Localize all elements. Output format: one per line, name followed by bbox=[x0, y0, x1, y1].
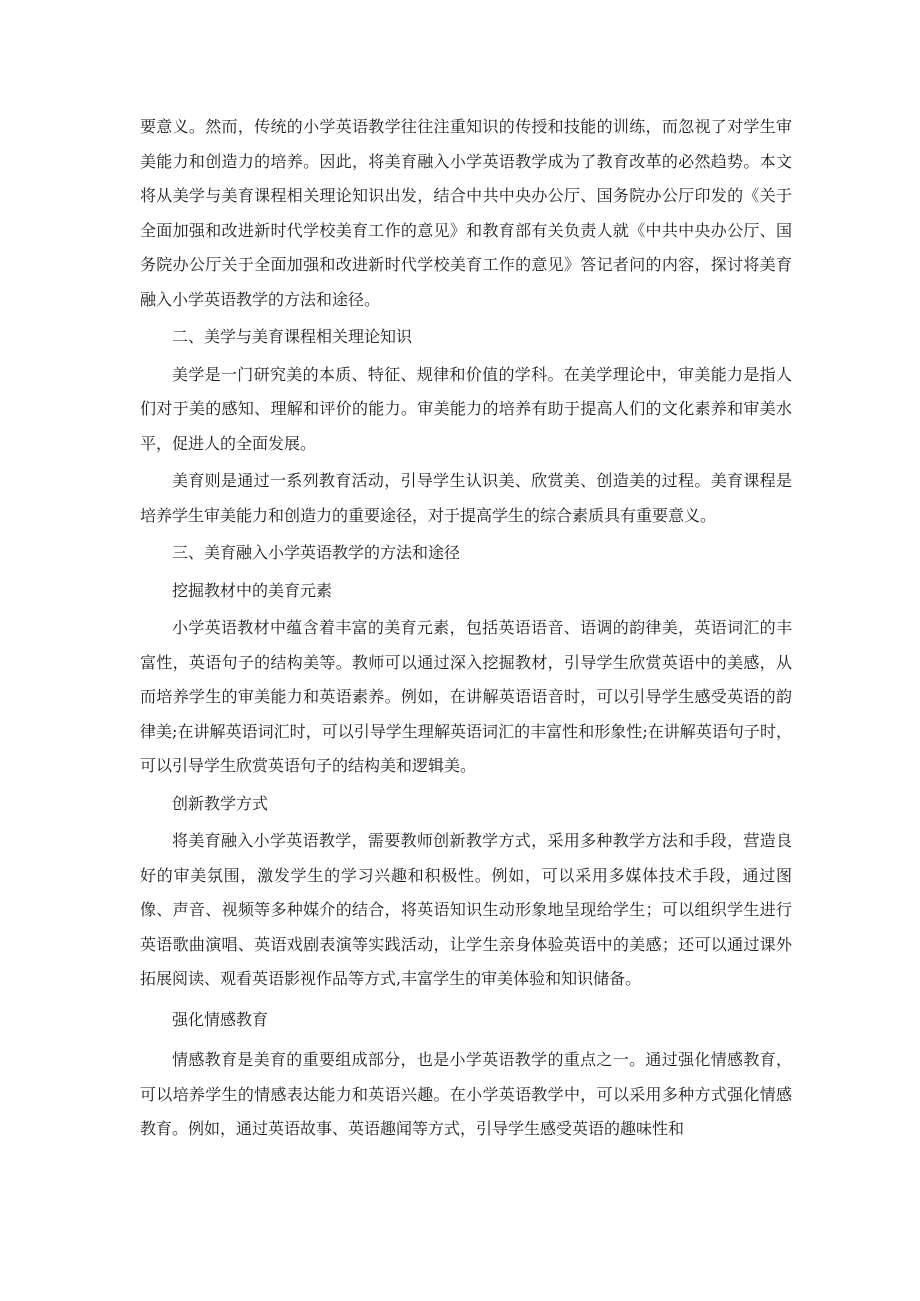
document-page bbox=[140, 110, 792, 1147]
paragraph-textbook: 小学英语教材中蕴含着丰富的美育元素，包括英语语音、语调的韵律美，英语词汇的丰富性，英语句子的结构美等。教师可以通过深入挖掘教材，引导学生欣赏英语中的美感，从而培养学生的审美能力和英语素养。例如，在讲解英语语音时，可以引导学生感受英语的韵律美;在讲解英语词汇时，可以引导学生理解英语词汇的丰富性和形象性;在讲解英语句子时，可以引导学生欣赏英语句子的结构美和逻辑美。 bbox=[140, 618, 792, 775]
paragraph-aesthetic-education: 美育则是通过一系列教育活动，引导学生认识美、欣赏美、创造美的过程。美育课程是培养学生审美能力和创造力的重要途径，对于提高学生的综合素质具有重要意义。 bbox=[140, 471, 792, 525]
paragraph-aesthetics: 美学是一门研究美的本质、特征、规律和价值的学科。在美学理论中，审美能力是指人们对于美的感知、理解和评价的能力。审美能力的培养有助于提高人们的文化素养和审美水平，促进人的全面发展。 bbox=[140, 364, 792, 453]
paragraph-intro-continued: 要意义。然而，传统的小学英语教学往往注重知识的传授和技能的训练，而忽视了对学生审美能力和创造力的培养。因此，将美育融入小学英语教学成为了教育改革的必然趋势。本文将从美学与美育课程相关理论知识出发，结合中共中央办公厅、国务院办公厅印发的《关于全面加强和改进新时代学校美育工作的意见》和教育部有关负责人就《中共中央办公厅、国务院办公厅关于全面加强和改进新时代学校美育工作的意见》答记者问的内容，探讨将美育融入小学英语教学的方法和途径。 bbox=[140, 117, 792, 309]
section-heading-3: 三、美育融入小学英语教学的方法和途径 bbox=[172, 543, 461, 562]
paragraph-teaching-methods: 将美育融入小学英语教学，需要教师创新教学方式，采用多种教学方法和手段，营造良好的审美氛围，激发学生的学习兴趣和积极性。例如，可以采用多媒体技术手段，通过图像、声音、视频等多种媒介的结合，将英语知识生动形象地呈现给学生；可以组织学生进行英语歌曲演唱、英语戏剧表演等实践活动，让学生亲身体验英语中的美感；还可以通过课外拓展阅读、观看英语影视作品等方式,丰富学生的审美体验和知识储备。 bbox=[140, 831, 792, 988]
paragraph-emotional-education: 情感教育是美育的重要组成部分，也是小学英语教学的重点之一。通过强化情感教育，可以培养学生的情感表达能力和英语兴趣。在小学英语教学中，可以采用多种方式强化情感教育。例如，通过英语故事、英语趣闻等方式，引导学生感受英语的趣味性和 bbox=[140, 1050, 792, 1138]
subheading-emotional-education: 强化情感教育 bbox=[172, 1009, 269, 1029]
section-heading-2: 二、美学与美育课程相关理论知识 bbox=[172, 327, 413, 346]
subheading-teaching-methods: 创新教学方式 bbox=[172, 793, 269, 813]
subheading-textbook: 挖掘教材中的美育元素 bbox=[172, 580, 333, 600]
